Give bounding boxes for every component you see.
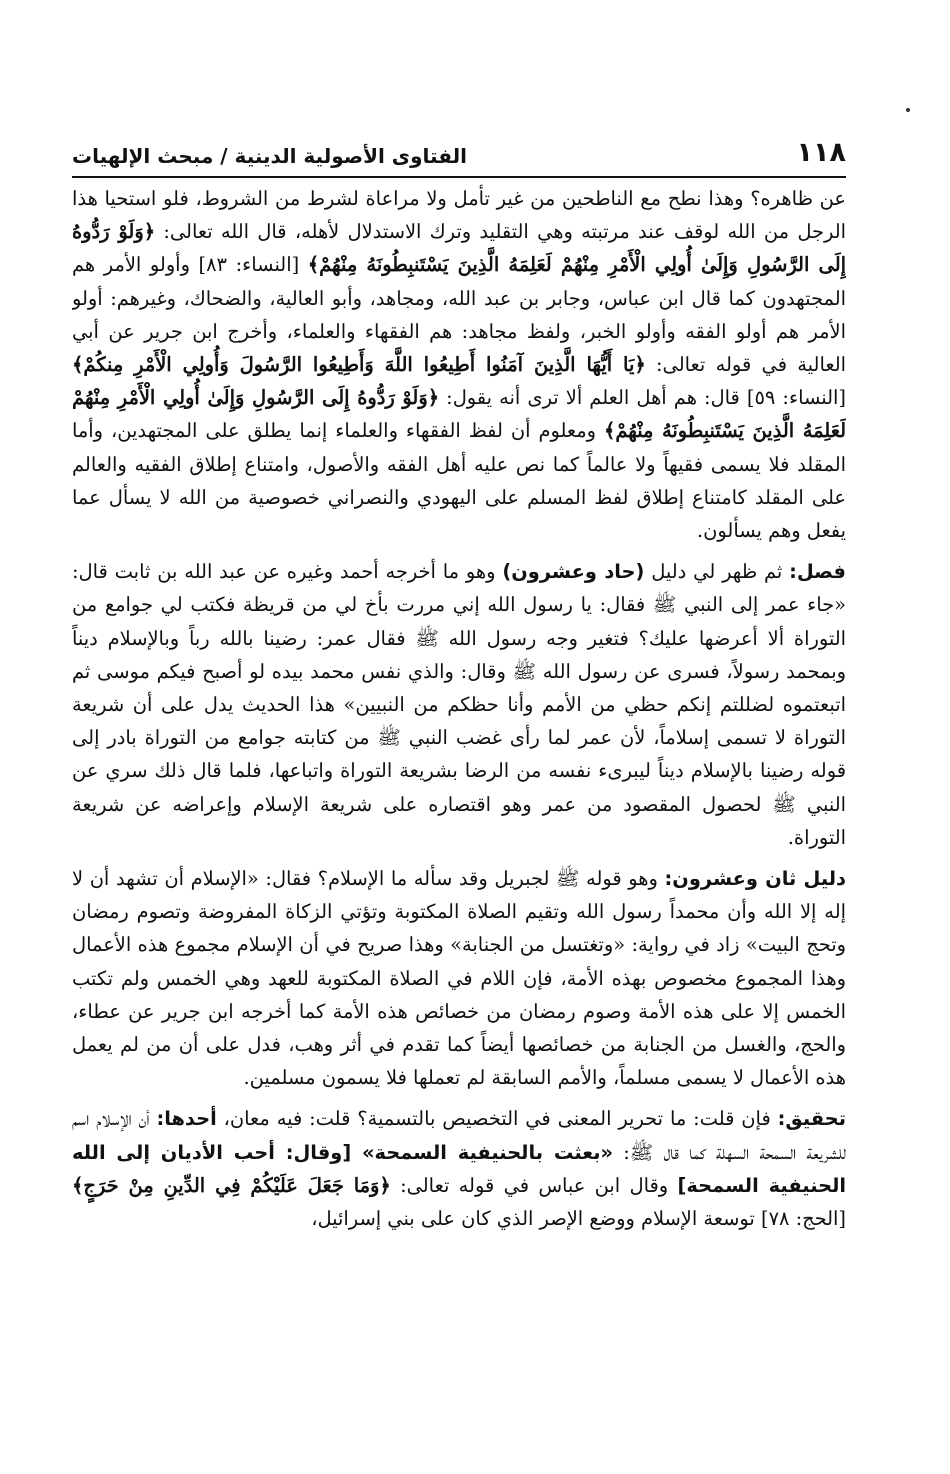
quran-verse: ﴿وَلَوْ رَدُّوهُ إِلَى الرَّسُولِ وَإِلَىٰ أُولِي الْأَمْرِ مِنْهُمْ لَعَلِمَهُ الَّذِينَ يَسْتَنبِطُونَهُ مِنْهُمْ﴾ bbox=[72, 386, 846, 443]
running-title: الفتاوى الأصولية الدينية / مبحث الإلهيات bbox=[72, 144, 467, 168]
quran-verse: ﴿وَمَا جَعَلَ عَلَيْكُمْ فِي الدِّينِ مِنْ حَرَجٍ﴾ bbox=[72, 1173, 391, 1197]
bold-term: دليل ثان وعشرون: bbox=[664, 867, 846, 891]
body-paragraph bbox=[72, 862, 846, 1094]
page-body bbox=[72, 182, 846, 1462]
bold-term: «بعثت بالحنيفية السمحة» [وقال: أحب الأديان إلى الله الحنيفية السمحة] bbox=[72, 1140, 846, 1197]
quran-verse: ﴿يَا أَيُّهَا الَّذِينَ آمَنُوا أَطِيعُوا اللَّهَ وَأَطِيعُوا الرَّسُولَ وَأُولِي الْأَمْرِ مِنكُمْ﴾ bbox=[72, 353, 646, 377]
body-text: فإن قلت: ما تحرير المعنى في التخصيص بالتسمية؟ قلت: فيه معان، bbox=[216, 1107, 778, 1131]
body-text: ثم ظهر لي دليل bbox=[644, 560, 790, 584]
body-text: وهو قوله ﷺ لجبريل وقد سأله ما الإسلام؟ فقال: «الإسلام أن تشهد أن لا إله إلا الله وأن محمداً رسول الله وتقيم الصلاة المكتوبة وتؤتي الزكاة المفروضة وتصوم رمضان وتحج البيت» زاد في رواية: «وتغتسل من الجنابة» وهذا صريح في أن الإسلام مجموع هذه الأعمال وهذا المجموع مخصوص بهذه الأمة، فإن اللام في الصلاة المكتوبة للعهد وهي الخمس ولم تكتب الخمس إلا على هذه الأمة وصوم رمضان من خصائص هذه الأمة كما أخرجه ابن جرير عن عطاء، والحج، والغسل من الجنابة من خصائصها أيضاً كما تقدم في أثر وهب، فدل على أن من لم يعمل هذه الأعمال لا يسمى مسلماً، والأمم السابقة لم تعملها فلا يسمون مسلمين. bbox=[72, 867, 846, 1090]
body-text: وقال ابن عباس في قوله تعالى: bbox=[390, 1173, 678, 1197]
page-header bbox=[72, 128, 846, 178]
body-paragraph bbox=[72, 555, 846, 854]
body-text: عن ظاهره؟ وهذا نطح مع الناطحين من غير تأمل ولا مراعاة لشرط من الشروط، فلو استحيا هذا الرجل من الله لوقف عند مرتبته وهي التقليد وترك الاستدلال لأهله، قال الله تعالى: bbox=[72, 187, 846, 244]
body-text: [النساء: ٨٣] وأولو الأمر هم المجتهدون كما قال ابن عباس، وجابر بن عبد الله، ومجاهد، وأبو العالية، والضحاك، وغيرهم: أولو الأمر هم أولو الفقه وأولو الخبر، ولفظ مجاهد: هم الفقهاء والعلماء، وأخرج ابن جرير عن أبي العالية في قوله تعالى: bbox=[72, 253, 846, 377]
body-text: [الحج: ٧٨] توسعة الإسلام ووضع الإصر الذي كان على بني إسرائيل، bbox=[311, 1207, 846, 1231]
bold-term: تحقيق: bbox=[777, 1107, 846, 1131]
body-text: ومعلوم أن لفظ الفقهاء والعلماء إنما يطلق على المجتهدين، وأما المقلد فلا يسمى فقيهاً ولا عالماً كما نص عليه أهل الفقه والأصول، وامتناع إطلاق الفقيه والعالم على المقلد كامتناع إطلاق لفظ المسلم على اليهودي والنصراني خصوصية من الله لا يسأل عما يفعل وهم يسألون. bbox=[72, 419, 846, 543]
stray-ink-dot bbox=[906, 108, 910, 112]
body-text: أن الإسلام اسم للشريعة السمحة السهلة كما قال ﷺ: bbox=[72, 1107, 846, 1164]
bold-term: أحدها: bbox=[156, 1107, 217, 1131]
body-paragraph bbox=[72, 1102, 846, 1235]
body-text: وهو ما أخرجه أحمد وغيره عن عبد الله بن ثابت قال: «جاء عمر إلى النبي ﷺ فقال: يا رسول الله إني مررت بأخ لي من قريظة فكتب لي جوامع من التوراة ألا أعرضها عليك؟ فتغير وجه رسول الله ﷺ فقال عمر: رضينا بالله رباً وبالإسلام ديناً وبمحمد رسولاً، فسرى عن رسول الله ﷺ وقال: والذي نفس محمد بيده لو أصبح فيكم موسى ثم اتبعتموه لضللتم إنكم حظي من الأمم وأنا حظكم من النبيين» هذا الحديث يدل على أن شريعة التوراة لا تسمى إسلاماً، لأن عمر لما رأى غضب النبي ﷺ من كتابته جوامع من التوراة بادر إلى قوله رضينا بالإسلام ديناً ليبرىء نفسه من الرضا بشريعة التوراة واتباعها، فلما قال ذلك سري عن النبي ﷺ لحصول المقصود من عمر وهو اقتصاره على شريعة الإسلام وإعراضه عن شريعة التوراة. bbox=[72, 560, 846, 849]
bold-term: فصل: bbox=[789, 560, 846, 584]
bold-term: (حاد وعشرون) bbox=[502, 560, 645, 584]
page-number: ١١٨ bbox=[796, 137, 846, 168]
quran-verse: ﴿وَلَوْ رَدُّوهُ إِلَى الرَّسُولِ وَإِلَىٰ أُولِي الْأَمْرِ مِنْهُمْ لَعَلِمَهُ الَّذِينَ يَسْتَنبِطُونَهُ مِنْهُمْ﴾ bbox=[72, 220, 846, 277]
body-text: [النساء: ٥٩] قال: هم أهل العلم ألا ترى أنه يقول: bbox=[439, 386, 846, 410]
body-paragraph bbox=[72, 182, 846, 547]
